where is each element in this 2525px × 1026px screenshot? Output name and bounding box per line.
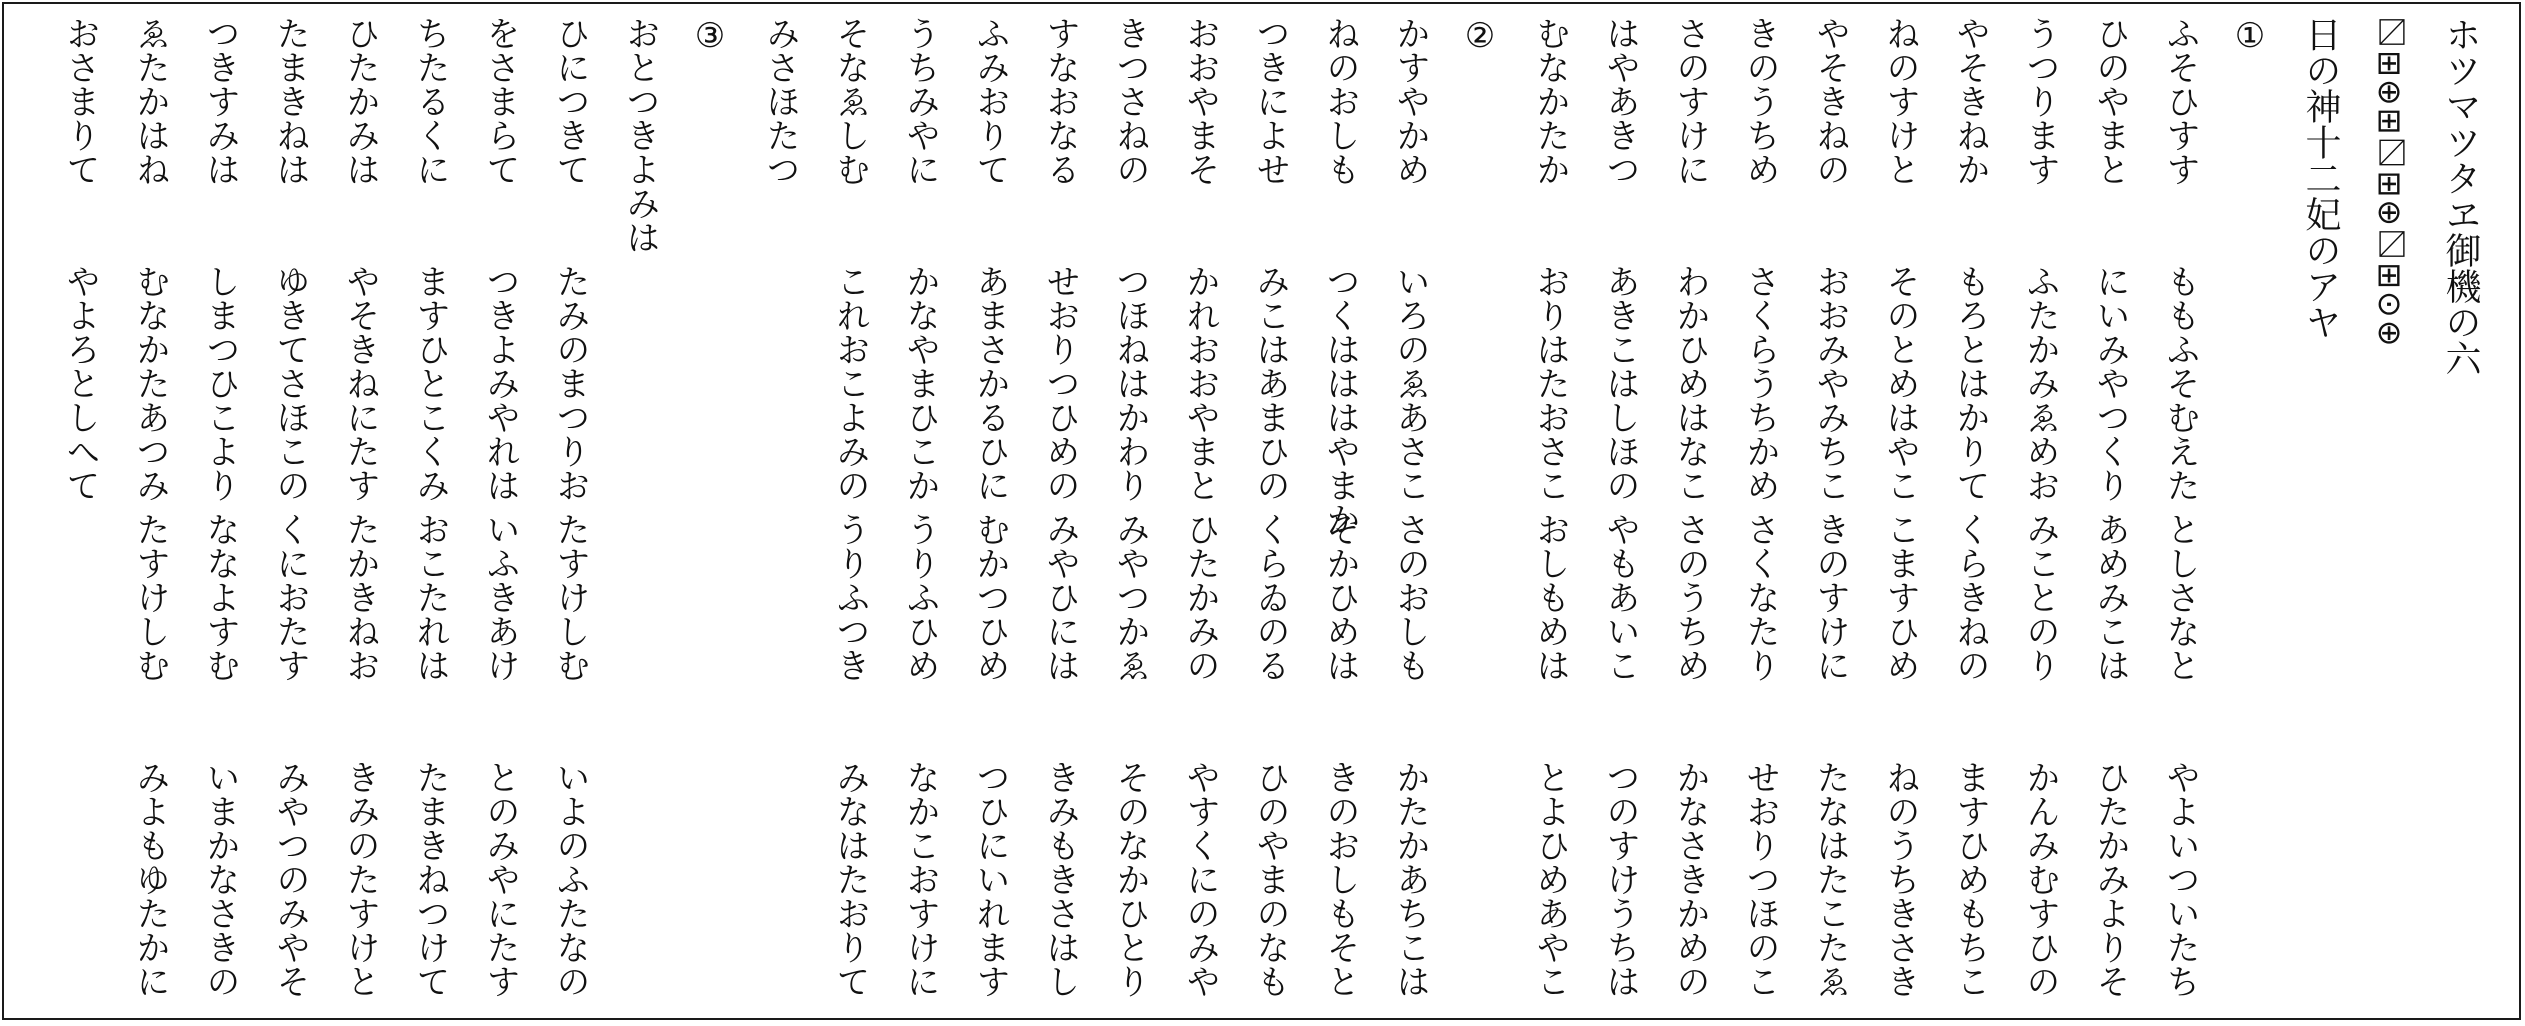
verse-phrase: ひのやまと [2090,16,2130,186]
verse-column [465,16,535,1016]
section-marker: ③ [690,16,730,56]
verse-phrase: さくらうちかめ [1740,264,1780,502]
verse-phrase: としさなと [2160,512,2200,682]
verse-phrase: さのうちめ [1670,512,1710,682]
verse-phrase: うつります [2020,16,2060,186]
verse-column [815,16,885,1016]
verse-phrase: たまきねつけて [410,760,450,998]
verse-phrase: あまさかるひに [970,264,1010,502]
verse-phrase: はやあきつ [1600,16,1640,186]
verse-phrase: きつさねの [1110,16,1150,186]
verse-phrase: しまつひこより [200,264,240,502]
verse-phrase: きのおしもそと [1320,760,1360,998]
verse-phrase: なかこおすけに [900,760,940,998]
verse-phrase: ちたるくに [410,16,450,186]
verse-phrase: むかつひめ [970,512,1010,682]
verse-phrase: ふそひすす [2160,16,2200,186]
verse-phrase: ふみおりて [970,16,1010,186]
verse-phrase: つのすけうちは [1600,760,1640,998]
verse-phrase: つくはははやまか [1320,264,1360,536]
document-page [2,2,2521,1020]
verse-phrase: もろとはかりて [1950,264,1990,502]
verse-phrase: にいみやつくり [2090,264,2130,502]
verse-phrase [605,264,675,512]
verse-phrase: おりはたおさこ [1530,264,1570,502]
verse-phrase: きみもきさはし [1040,760,1080,998]
verse-phrase: かれおおやまと [1180,264,1220,502]
verse-phrase: そのなかひとり [1110,760,1150,998]
verse-phrase: とよひめあやこ [1530,760,1570,998]
verse-phrase: かすやかめ [1390,16,1430,186]
verse-phrase: やすくにのみや [1180,760,1220,998]
verse-column [605,16,675,1016]
verse-column [1515,16,1585,1016]
verse-phrase: やそきねにたす [340,264,380,502]
verse-phrase: きのうちめ [1740,16,1780,186]
verse-column [2145,16,2215,1016]
verse-phrase: そのとめはやこ [1880,264,1920,502]
verse-phrase: ひにつきて [550,16,590,186]
verse-column [1095,16,1165,1016]
verse-phrase: あめみこは [2090,512,2130,682]
verse-phrase: おしもめは [1530,512,1570,682]
verse-column [1865,16,1935,1016]
verse-phrase: くらきねの [1950,512,1990,682]
verse-column [885,16,955,1016]
verse-phrase [605,760,675,1008]
verse-phrase: みやひには [1040,512,1080,682]
verse-phrase: かんみむすひの [2020,760,2060,998]
verse-phrase: たみのまつりお [550,264,590,502]
verse-phrase [745,512,815,760]
verse-phrase: せおりつほのこ [1740,760,1780,998]
verse-phrase: いろのゑあさこ [1390,264,1430,502]
verse-phrase: うちみやに [900,16,940,186]
verse-phrase: くらゐのる [1250,512,1290,682]
verse-phrase: みことのり [2020,512,2060,682]
verse-column [325,16,395,1016]
verse-column [1585,16,1655,1016]
hotsuma-glyph-line: 〼⊞⊕⊞〼⊞⊕〼⊞⊙⊕ [2371,16,2409,349]
verse-phrase: いふきあけ [480,512,520,682]
verse-phrase: ねのおしも [1320,16,1360,186]
verse-phrase: みやつのみやそ [270,760,310,998]
verse-phrase [745,264,815,512]
verse-column [45,16,115,1016]
verse-phrase: きのすけに [1810,512,1850,682]
verse-column [1165,16,1235,1016]
verse-column [955,16,1025,1016]
verse-phrase: いよのふたなの [550,760,590,998]
verse-phrase: うりふつき [830,512,870,682]
verse-phrase: おさまりて [60,16,100,186]
verse-column [1655,16,1725,1016]
verse-column [2075,16,2145,1016]
document-title: ホツマツタヱ御機の六 [2440,16,2481,376]
verse-phrase: たすけしむ [130,512,170,682]
verse-phrase: おとつきよみは [620,16,660,254]
verse-phrase: さのすけに [1670,16,1710,186]
verse-column [1235,16,1305,1016]
verse-column [1795,16,1865,1016]
verse-phrase: むなかたか [1530,16,1570,186]
verse-phrase: つきよみやれは [480,264,520,502]
verse-phrase: ゆきてさほこの [270,264,310,502]
verse-column [745,16,815,1016]
verse-phrase [45,760,115,1008]
verse-phrase: をさまらて [480,16,520,186]
verse-phrase: くにおたす [270,512,310,682]
verse-phrase: たすけしむ [550,512,590,682]
verse-phrase: みさほたつ [760,16,800,186]
verse-phrase: みよもゆたかに [130,760,170,998]
verse-phrase: ひたかみよりそ [2090,760,2130,998]
verse-phrase: わかひめはなこ [1670,264,1710,502]
verse-phrase: みこはあまひの [1250,264,1290,502]
verse-phrase: やそきねの [1810,16,1850,186]
verse-phrase: やよいついたち [2160,760,2200,998]
verse-phrase [605,512,675,760]
verse-phrase: あきこはしほの [1600,264,1640,502]
verse-phrase: ねのうちきさき [1880,760,1920,998]
verse-phrase: ゑたかはね [130,16,170,186]
verse-phrase: そなゑしむ [830,16,870,186]
vertical-text-body [45,4,2519,1026]
verse-phrase: やよろとしへて [60,264,100,502]
verse-column [255,16,325,1016]
verse-phrase: たなはたこたゑ [1810,760,1850,998]
verse-phrase [45,512,115,760]
verse-phrase: さくなたり [1740,512,1780,682]
verse-column [115,16,185,1016]
verse-phrase: ひたかみは [340,16,380,186]
verse-phrase: たまきねは [270,16,310,186]
verse-phrase: やそきねか [1950,16,1990,186]
verse-phrase: ますひめもちこ [1950,760,1990,998]
verse-column [1935,16,2005,1016]
verse-column [2005,16,2075,1016]
verse-phrase: すなおなる [1040,16,1080,186]
verse-phrase: ももふそむえた [2160,264,2200,502]
verse-phrase: きみのたすけと [340,760,380,998]
verse-phrase: かなさきかめの [1670,760,1710,998]
verse-phrase: そかひめは [1320,512,1360,682]
verse-phrase: みやつかゑ [1110,512,1150,682]
verse-phrase: つひにいれます [970,760,1010,998]
section-marker: ① [2230,16,2270,56]
verse-phrase: みなはたおりて [830,760,870,998]
verse-phrase: ななよすむ [200,512,240,682]
verse-phrase: いまかなさきの [200,760,240,998]
verse-phrase: ねのすけと [1880,16,1920,186]
verse-column [1025,16,1095,1016]
verse-column [1725,16,1795,1016]
verse-phrase: おこたれは [410,512,450,682]
verse-phrase: ひのやまのなも [1250,760,1290,998]
verse-phrase: おおみやみちこ [1810,264,1850,502]
verse-column [185,16,255,1016]
verse-phrase: うりふひめ [900,512,940,682]
verse-phrase: かたかあちこは [1390,760,1430,998]
verse-phrase: つほねはかわり [1110,264,1150,502]
verse-phrase: こますひめ [1880,512,1920,682]
verse-phrase: つきによせ [1250,16,1290,186]
verse-column [1375,16,1445,1016]
verse-phrase: おおやまそ [1180,16,1220,186]
verse-phrase: やもあいこ [1600,512,1640,682]
section-marker: ② [1460,16,1500,56]
verse-phrase: せおりつひめの [1040,264,1080,502]
verse-phrase: かなやまひこか [900,264,940,502]
verse-phrase: ますひとこくみ [410,264,450,502]
verse-column [395,16,465,1016]
verse-phrase: たかきねお [340,512,380,682]
verse-phrase: ふたかみゑめお [2020,264,2060,502]
verse-column [535,16,605,1016]
document-subtitle: 日の神十二妃のアヤ [2300,16,2341,340]
verse-phrase [745,760,815,1008]
verse-phrase: むなかたあつみ [130,264,170,502]
verse-column [1305,16,1375,1016]
verse-phrase: とのみやにたす [480,760,520,998]
verse-phrase: さのおしも [1390,512,1430,682]
verse-phrase: つきすみは [200,16,240,186]
verse-phrase: これおこよみの [830,264,870,502]
verse-phrase: ひたかみの [1180,512,1220,682]
